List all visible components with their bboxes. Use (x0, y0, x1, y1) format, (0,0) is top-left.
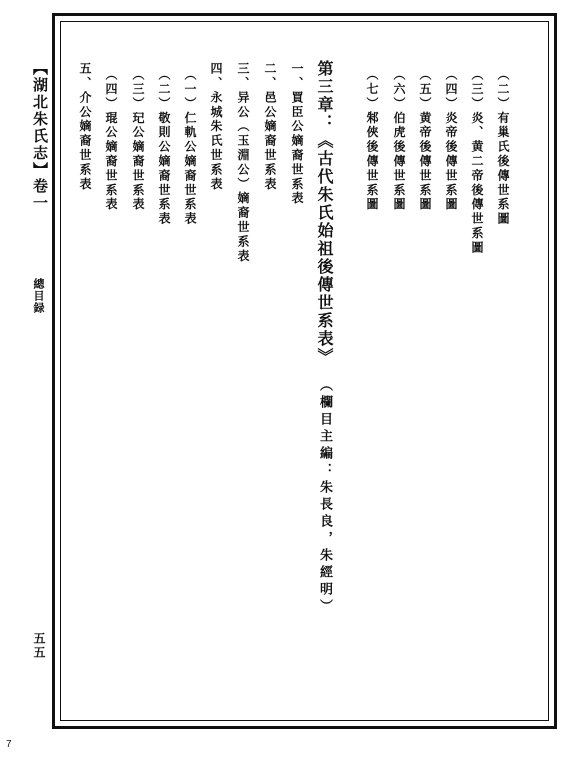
chapter-editors: （欄目主編：朱長良，朱經明） (317, 378, 332, 616)
pdf-page-number: 7 (6, 739, 12, 750)
list-item: （三）玘公嫡裔世系表 (131, 68, 145, 212)
list-item: 五、介公嫡裔世系表 (78, 62, 92, 192)
list-item: 一、買臣公嫡裔世系表 (290, 62, 304, 206)
list-item: 三、异公（玉淵公）嫡裔世系表 (236, 62, 250, 264)
list-item: （四）炎帝後傳世系圖 (444, 68, 458, 212)
list-item: （二）敬則公嫡裔世系表 (157, 68, 171, 227)
list-item: 二、邑公嫡裔世系表 (263, 62, 277, 192)
page-number: 五五 (32, 632, 46, 660)
list-item: （一）仁軌公嫡裔世系表 (183, 68, 197, 227)
chapter-heading: 第三章：《古代朱氏始祖後傳世系表》 (315, 60, 334, 366)
list-item: （四）琨公嫡裔世系表 (104, 68, 118, 212)
list-item: （二）有巢氏後傳世系圖 (496, 68, 510, 227)
list-item: （六）伯虎後傳世系圖 (392, 68, 406, 212)
book-title: 【湖北朱氏志】 (31, 60, 49, 179)
list-item: （七）邾俠後傳世系圖 (365, 68, 379, 212)
list-item: （五）黄帝後傳世系圖 (418, 68, 432, 212)
volume-label: 卷一 (31, 178, 49, 212)
list-item: （三）炎、黄二帝後傳世系圖 (470, 68, 484, 256)
list-item: 四、永城朱氏世系表 (209, 62, 223, 192)
section-label: 總目録 (32, 278, 45, 314)
